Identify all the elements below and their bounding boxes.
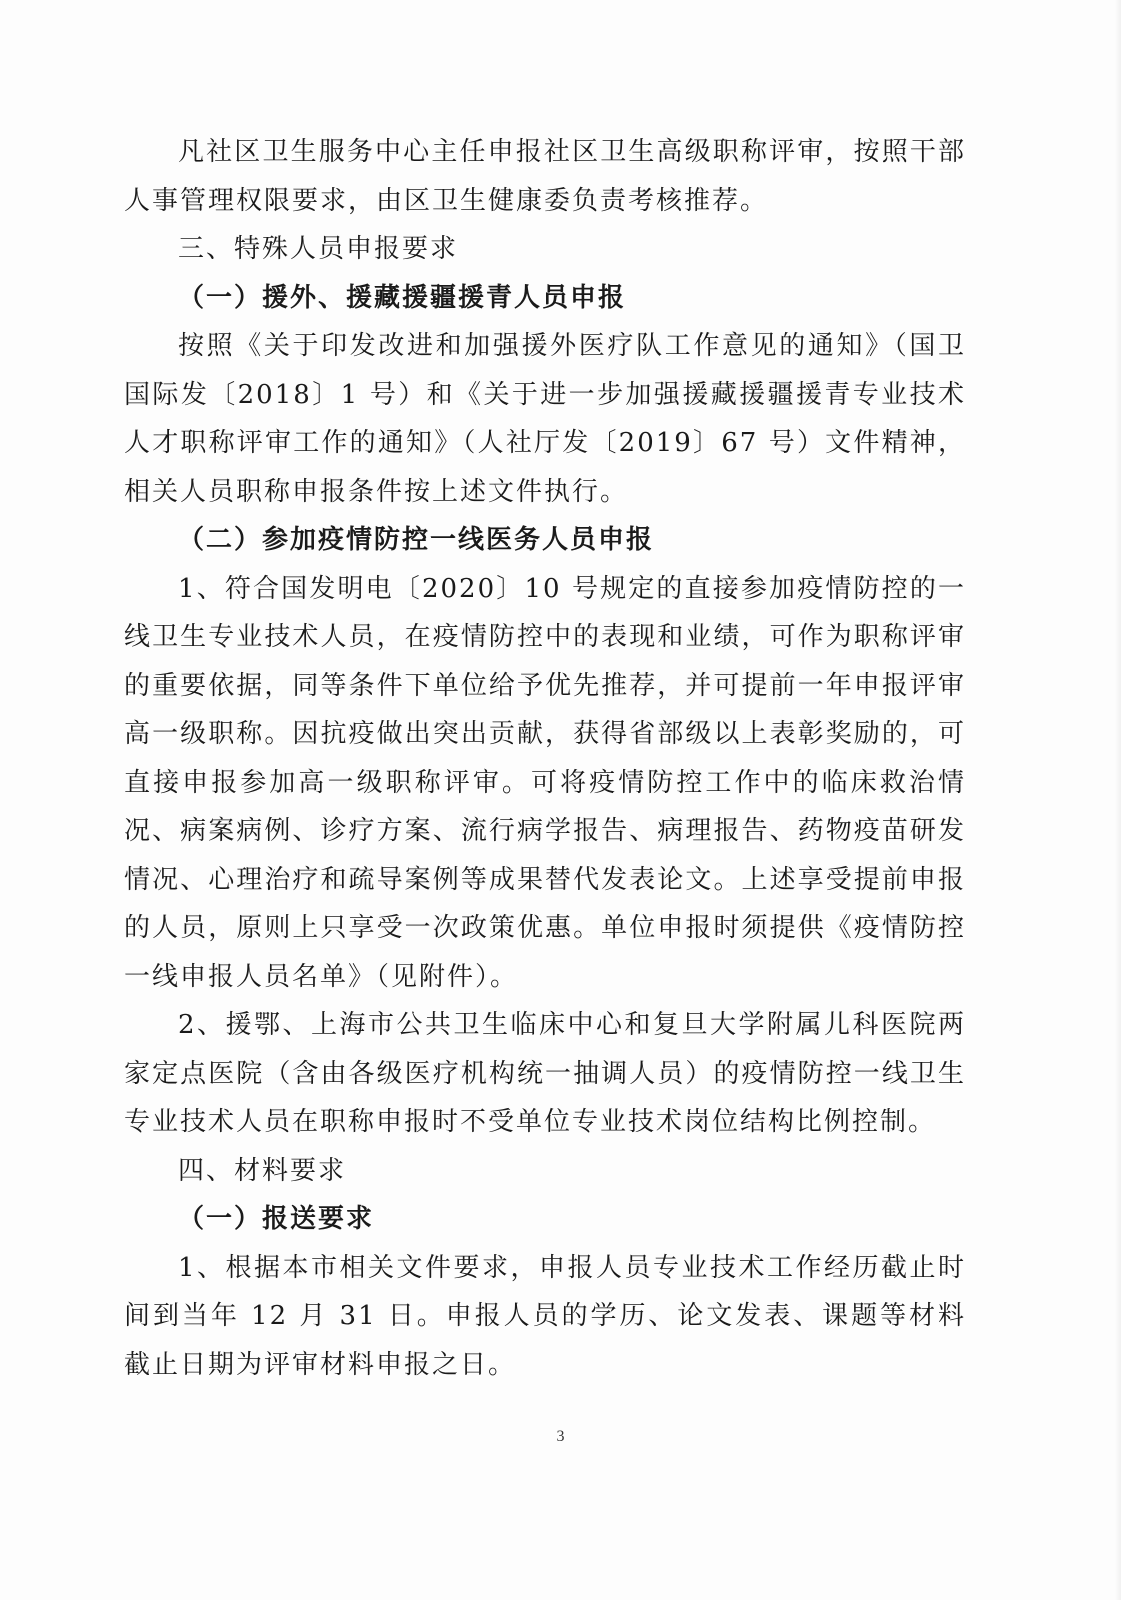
section-heading-special-personnel: 三、特殊人员申报要求 (178, 234, 459, 264)
scan-edge-shadow (1115, 0, 1121, 1600)
subheading-epidemic-frontline: （二）参加疫情防控一线医务人员申报 (178, 525, 655, 555)
paragraph-cadre-recommendation: 凡社区卫生服务中心主任申报社区卫生高级职称评审，按照干部人事管理权限要求，由区卫生健康委负责考核推荐。 (124, 137, 966, 216)
subheading-aid-personnel: （一）援外、援藏援疆援青人员申报 (178, 282, 627, 313)
page-number: 3 (556, 1428, 565, 1445)
paragraph-epidemic-frontline-2: 2、援鄂、上海市公共卫生临床中心和复旦大学附属儿科医院两家定点医院（含由各级医疗机构统一抽调人员）的疫情防控一线卫生专业技术人员在职称申报时不受单位专业技术岗位结构比例控制。 (124, 1010, 966, 1137)
section-heading-materials: 四、材料要求 (178, 1155, 347, 1186)
paragraph-epidemic-frontline-1: 1、符合国发明电〔2020〕10 号规定的直接参加疫情防控的一线卫生专业技术人员，在疫情防控中的表现和业绩，可作为职称评审的重要依据，同等条件下单位给予优先推荐，并可提前一年申报评审高一级职称。因抗疫做出突出贡献，获得省部级以上表彰奖励的，可直接申报参加高一级职称评审。可将疫情防控工作中的临床救治情况、病案病例、诊疗方案、流行病学报告、病理报告、药物疫苗研发情况、心理治疗和疏导案例等成果替代发表论文。上述享受提前申报的人员，原则上只享受一次政策优惠。单位申报时须提供《疫情防控一线申报人员名单》（见附件）。 (124, 573, 966, 992)
paragraph-aid-personnel-rules: 按照《关于印发改进和加强援外医疗队工作意见的通知》（国卫国际发〔2018〕1 号）和《关于进一步加强援藏援疆援青专业技术人才职称评审工作的通知》（人社厅发〔2019〕67 号）文件精神，相关人员职称申报条件按上述文件执行。 (124, 331, 966, 507)
document-body (124, 128, 966, 1389)
subheading-submission-requirements: （一）报送要求 (178, 1204, 375, 1234)
paragraph-submission-deadline: 1、根据本市相关文件要求，申报人员专业技术工作经历截止时间到当年 12 月 31 日。申报人员的学历、论文发表、课题等材料截止日期为评审材料申报之日。 (124, 1252, 966, 1380)
